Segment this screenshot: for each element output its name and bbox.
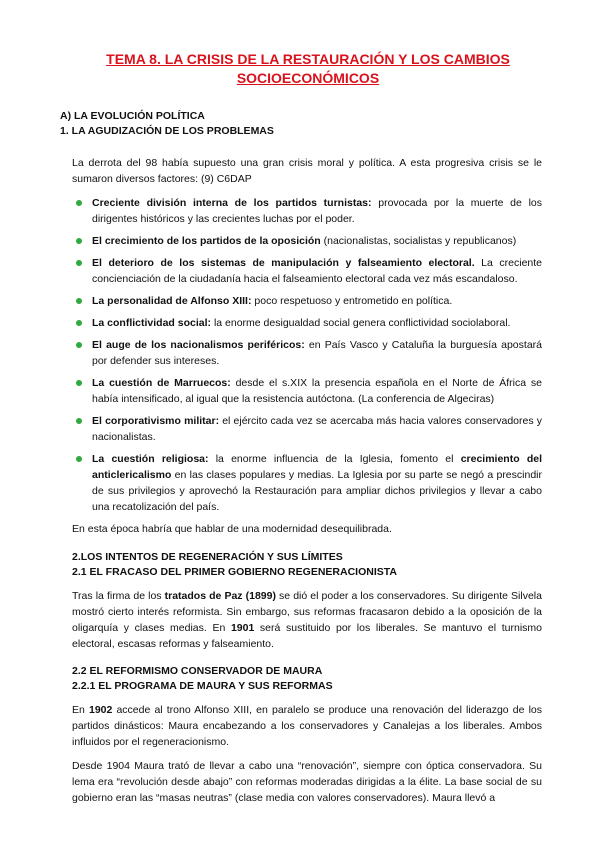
document-title <box>74 50 542 88</box>
list-item <box>72 315 542 331</box>
intro-paragraph: La derrota del 98 había supuesto una gran crisis moral y política. A esta progresiva crisis se le sumaron diversos factores: (9) C6DAP <box>72 157 542 185</box>
list-item-heading: El corporativismo militar: <box>92 415 220 427</box>
section-heading-2-2: 2.2 EL REFORMISMO CONSERVADOR DE MAURA <box>72 665 323 677</box>
bullet-dot-icon <box>76 298 82 304</box>
list-item-text: provocada por la muerte de los dirigentes históricos y las crecientes luchas por el poder. <box>92 197 542 225</box>
list-item-emphasis: crecimiento del anticlericalismo <box>92 453 542 481</box>
bullet-dot-icon <box>76 238 82 244</box>
bullet-dot-icon <box>76 200 82 206</box>
list-item-heading: La cuestión religiosa: <box>92 453 209 465</box>
list-item-text: la enorme influencia de la Iglesia, fomento el <box>208 453 461 465</box>
list-item <box>72 375 542 407</box>
section-heading-2: 2.LOS INTENTOS DE REGENERACIÓN Y SUS LÍMITES <box>72 551 343 563</box>
list-item <box>72 337 542 369</box>
list-item-heading: La personalidad de Alfonso XIII: <box>92 295 252 307</box>
bullet-dot-icon <box>76 260 82 266</box>
list-item <box>72 255 542 287</box>
list-item-text: (nacionalistas, socialistas y republicanos) <box>320 235 517 247</box>
text-run-bold: 1901 <box>230 622 255 634</box>
bullet-dot-icon <box>76 456 82 462</box>
list-item-text: poco respetuoso y entrometido en política. <box>251 295 453 307</box>
list-item-heading: El auge de los nacionalismos periféricos: <box>92 339 305 351</box>
list-item-heading: El crecimiento de los partidos de la oposición <box>92 235 321 247</box>
list-item <box>72 451 542 515</box>
text-run: será sustituido por los liberales. Se mantuvo el turnismo electoral, escasas reformas y falseamiento. <box>72 622 542 650</box>
text-run-bold: 1902 <box>88 704 113 716</box>
paragraph-2-2-1-b: Desde 1904 Maura trató de llevar a cabo una “renovación”, siempre con óptica conservadora. Su lema era “revolución desde abajo” con reformas moderadas dirigidas a la élite. La base social de su gobierno eran las “masas neutras” (clase media con valores conservadores). Maura llevó a <box>72 760 542 804</box>
bullet-dot-icon <box>76 380 82 386</box>
bullet-dot-icon <box>76 418 82 424</box>
text-run: accede al trono Alfonso XIII, en paralelo se produce una renovación del liderazgo de los partidos dinásticos: Maura encabezando a los conservadores y Canalejas a los liberales. Ambos influidos por el regeneracionismo. <box>72 704 542 748</box>
section-heading-a: A) LA EVOLUCIÓN POLÍTICA <box>60 110 205 122</box>
text-run-bold: tratados de Paz (1899) <box>164 590 276 602</box>
section-heading-1: 1. LA AGUDIZACIÓN DE LOS PROBLEMAS <box>60 125 274 137</box>
bullet-dot-icon <box>76 320 82 326</box>
list-item-heading: La conflictividad social: <box>92 317 212 329</box>
section-heading-2-2-1: 2.2.1 EL PROGRAMA DE MAURA Y SUS REFORMAS <box>72 680 333 692</box>
text-run: se dió el poder a los conservadores. Su dirigente Silvela mostró cierto interés reformista. Sin embargo, sus reformas fracasaron debido a la oposición de la oligarquía y clases medias. En <box>72 590 542 634</box>
list-item-text-2: en las clases populares y medias. La Iglesia por su parte se negó a prescindir de sus privilegios y aprovechó la Restauración para ampliar dichos privilegios y llevar a cabo una recatolización del país. <box>92 469 542 513</box>
title-line-1: TEMA 8. LA CRISIS DE LA RESTAURACIÓN Y LOS CAMBIOS <box>106 51 510 67</box>
list-item-heading: La cuestión de Marruecos: <box>92 377 231 389</box>
bullet-dot-icon <box>76 342 82 348</box>
list-item <box>72 233 542 249</box>
list-item-text: la enorme desigualdad social genera conflictividad sociolaboral. <box>211 317 511 329</box>
section-heading-2-1: 2.1 EL FRACASO DEL PRIMER GOBIERNO REGENERACIONISTA <box>72 566 397 578</box>
title-line-2: SOCIOECONÓMICOS <box>236 70 380 86</box>
list-item-text: el ejército cada vez se acercaba más hacia valores conservadores y nacionalistas. <box>92 415 542 443</box>
factors-list <box>72 195 542 515</box>
text-run: En <box>72 704 89 716</box>
list-item <box>72 413 542 445</box>
list-item-text: La creciente concienciación de la ciudadanía hacia el falseamiento electoral cada vez más escandaloso. <box>92 257 543 285</box>
list-item-text: en País Vasco y Cataluña la burguesía apostará por defender sus intereses. <box>92 339 542 367</box>
paragraph-2-1 <box>72 588 542 652</box>
text-run: Tras la firma de los <box>72 590 165 602</box>
paragraph-2-2-1-a <box>72 702 542 750</box>
closing-paragraph: En esta época habría que hablar de una modernidad desequilibrada. <box>72 523 392 535</box>
list-item-heading: El deterioro de los sistemas de manipulación y falseamiento electoral. <box>92 257 475 269</box>
list-item-heading: Creciente división interna de los partidos turnistas: <box>92 197 372 209</box>
list-item <box>72 293 542 309</box>
list-item <box>72 195 542 227</box>
list-item-text: desde el s.XIX la presencia española en el Norte de África se había intensificado, al igual que la resistencia autóctona. (La conferencia de Algeciras) <box>92 377 542 405</box>
